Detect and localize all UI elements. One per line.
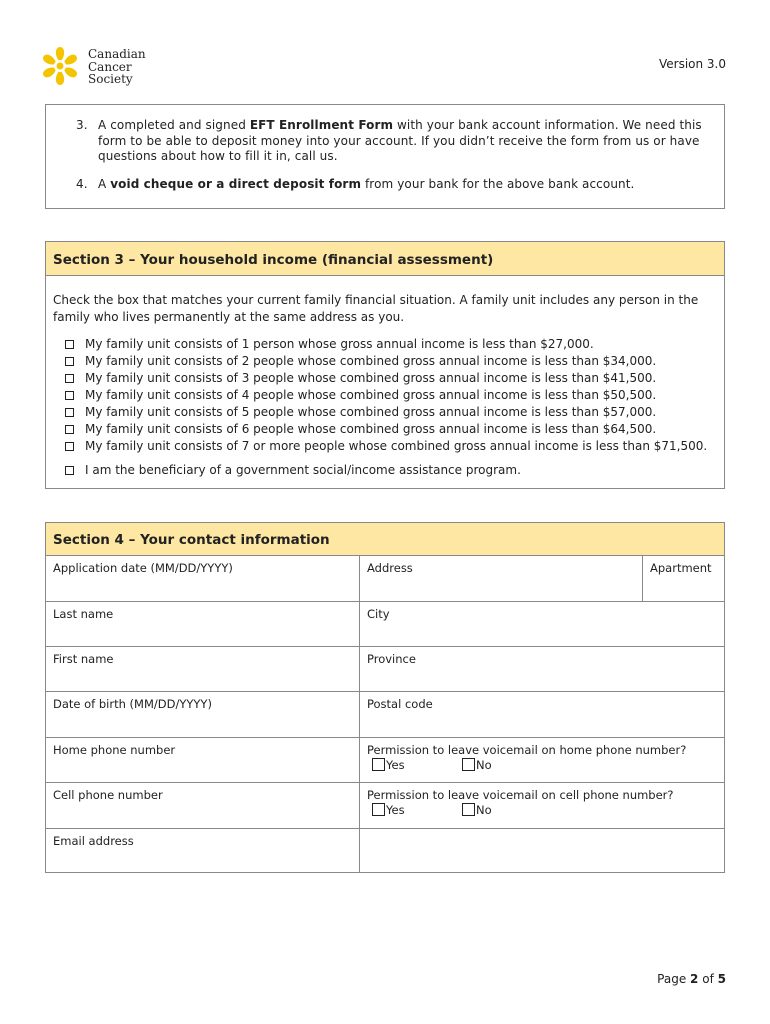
- checkbox[interactable]: [65, 374, 74, 383]
- cell-phone-field[interactable]: Cell phone number: [46, 783, 360, 829]
- income-option[interactable]: My family unit consists of 6 people whose combined gross annual income is less than $64,500.: [64, 421, 707, 438]
- email-field[interactable]: Email address: [46, 829, 360, 873]
- requirement-item: 4. A void cheque or a direct deposit form from your bank for the above bank account.: [76, 177, 635, 191]
- application-date-field[interactable]: Application date (MM/DD/YYYY): [46, 556, 360, 602]
- income-option[interactable]: My family unit consists of 4 people whose combined gross annual income is less than $50,500.: [64, 387, 707, 404]
- apartment-field[interactable]: Apartment: [643, 556, 724, 602]
- section-4-title: Section 4 – Your contact information: [46, 523, 724, 556]
- section-3-intro: Check the box that matches your current family financial situation. A family unit includes any person in the family who lives permanently at the same address as you.: [53, 293, 699, 324]
- date-of-birth-field[interactable]: Date of birth (MM/DD/YYYY): [46, 692, 360, 738]
- checkbox[interactable]: [372, 758, 385, 771]
- checkbox[interactable]: [462, 758, 475, 771]
- home-voicemail-yes[interactable]: Yes: [372, 758, 405, 772]
- home-voicemail-no[interactable]: No: [462, 758, 492, 772]
- postal-code-field[interactable]: Postal code: [360, 692, 724, 738]
- version-label: Version 3.0: [658, 57, 726, 71]
- checkbox[interactable]: [65, 357, 74, 366]
- requirement-item: 3. A completed and signed EFT Enrollment Form with your bank account information. We need this form to be able to deposit money into your account. If you didn’t receive the form from us or have questions about how to fill it in, call us.: [76, 118, 702, 163]
- address-field[interactable]: Address: [360, 556, 643, 602]
- checkbox[interactable]: [462, 803, 475, 816]
- section-4-box: [45, 522, 725, 873]
- checkbox[interactable]: [372, 803, 385, 816]
- society-logo: [40, 46, 170, 86]
- beneficiary-option[interactable]: I am the beneficiary of a government social/income assistance program.: [64, 462, 707, 479]
- income-options: [64, 336, 707, 479]
- org-name: Canadian Cancer Society: [88, 47, 146, 86]
- section-3-box: [45, 241, 725, 489]
- city-field[interactable]: City: [360, 602, 724, 647]
- empty-cell: [360, 829, 724, 873]
- section-3-title: Section 3 – Your household income (financial assessment): [46, 242, 724, 276]
- income-option[interactable]: My family unit consists of 1 person whose gross annual income is less than $27,000.: [64, 336, 707, 353]
- last-name-field[interactable]: Last name: [46, 602, 360, 647]
- income-option[interactable]: My family unit consists of 7 or more people whose combined gross annual income is less than $71,500.: [64, 438, 707, 455]
- checkbox[interactable]: [65, 408, 74, 417]
- checkbox[interactable]: [65, 340, 74, 349]
- province-field[interactable]: Province: [360, 647, 724, 692]
- checkbox[interactable]: [65, 391, 74, 400]
- daffodil-logo-icon: [40, 46, 80, 86]
- checkbox[interactable]: [65, 442, 74, 451]
- income-option[interactable]: My family unit consists of 2 people whose combined gross annual income is less than $34,000.: [64, 353, 707, 370]
- income-option[interactable]: My family unit consists of 3 people whose combined gross annual income is less than $41,500.: [64, 370, 707, 387]
- checkbox[interactable]: [65, 425, 74, 434]
- first-name-field[interactable]: First name: [46, 647, 360, 692]
- checkbox[interactable]: [65, 466, 74, 475]
- cell-voicemail-yes[interactable]: Yes: [372, 803, 405, 817]
- cell-voicemail-no[interactable]: No: [462, 803, 492, 817]
- home-phone-field[interactable]: Home phone number: [46, 738, 360, 783]
- income-option[interactable]: My family unit consists of 5 people whose combined gross annual income is less than $57,000.: [64, 404, 707, 421]
- requirements-box: [45, 104, 725, 209]
- page-number: Page 2 of 5: [657, 972, 726, 986]
- home-voicemail-permission: Permission to leave voicemail on home phone number? Yes No: [360, 738, 724, 783]
- cell-voicemail-permission: Permission to leave voicemail on cell phone number? Yes No: [360, 783, 724, 829]
